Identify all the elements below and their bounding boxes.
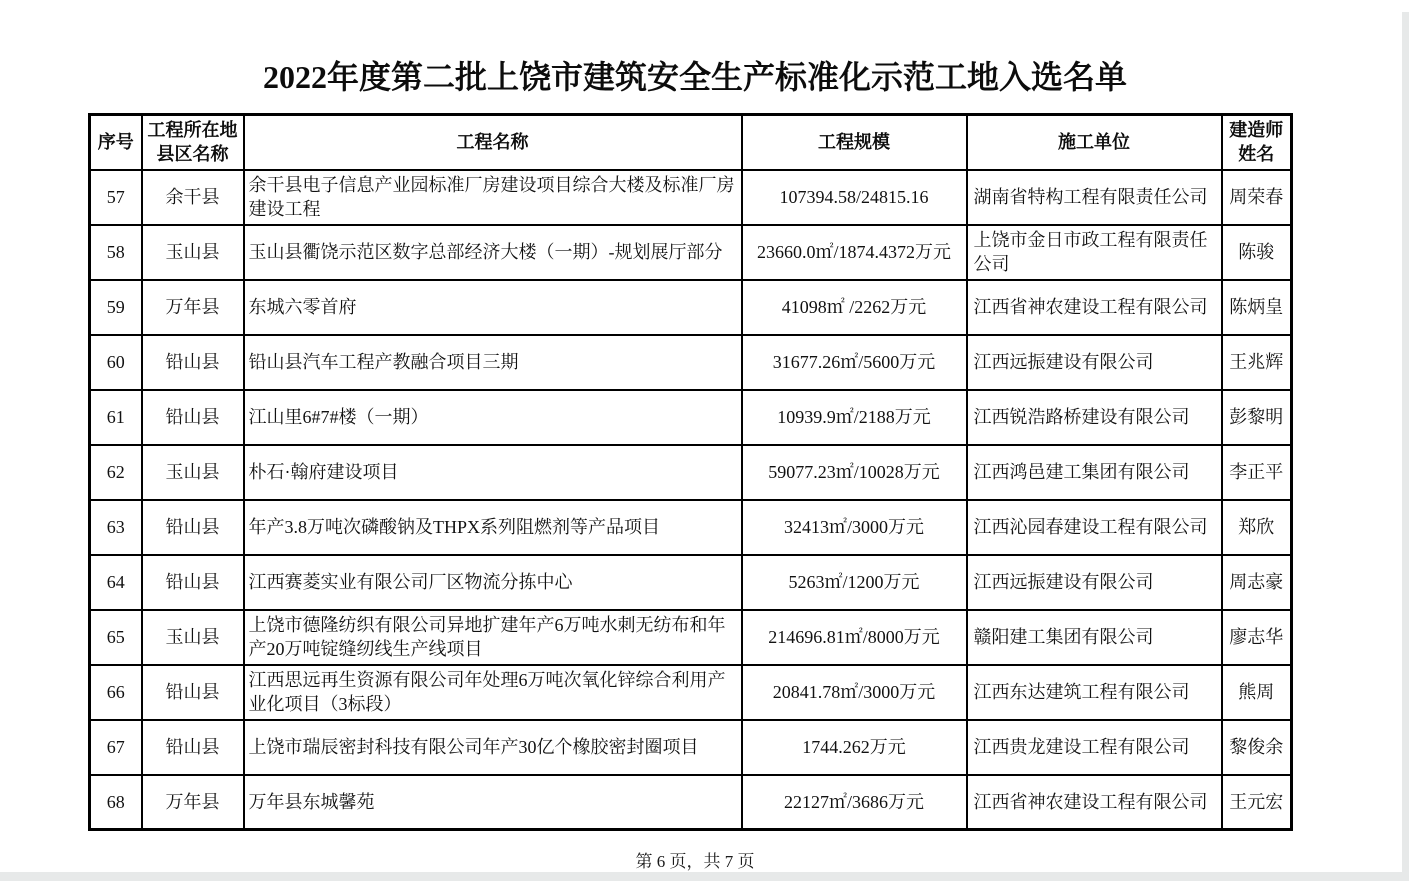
cell-project-name: 上饶市瑞辰密封科技有限公司年产30亿个橡胶密封圈项目 — [244, 720, 742, 775]
cell-county: 玉山县 — [142, 610, 244, 665]
cell-project-name: 朴石·翰府建设项目 — [244, 445, 742, 500]
cell-project-scale: 20841.78㎡/3000万元 — [742, 665, 967, 720]
cell-project-scale: 31677.26㎡/5600万元 — [742, 335, 967, 390]
cell-serial: 66 — [90, 665, 142, 720]
cell-construction-company: 江西鸿邑建工集团有限公司 — [967, 445, 1222, 500]
cell-project-scale: 107394.58/24815.16 — [742, 170, 967, 225]
cell-county: 铅山县 — [142, 720, 244, 775]
header-construction-company: 施工单位 — [967, 115, 1222, 170]
cell-construction-company: 江西省神农建设工程有限公司 — [967, 280, 1222, 335]
cell-builder-name: 廖志华 — [1222, 610, 1292, 665]
page-number: 第 6 页，共 7 页 — [635, 852, 755, 871]
table-row — [90, 335, 1292, 390]
table-header — [90, 115, 1292, 170]
cell-builder-name: 王兆辉 — [1222, 335, 1292, 390]
table-row — [90, 665, 1292, 720]
cell-serial: 64 — [90, 555, 142, 610]
cell-project-name: 万年县东城馨苑 — [244, 775, 742, 830]
cell-project-name: 江西赛菱实业有限公司厂区物流分拣中心 — [244, 555, 742, 610]
cell-serial: 57 — [90, 170, 142, 225]
cell-builder-name: 郑欣 — [1222, 500, 1292, 555]
cell-builder-name: 彭黎明 — [1222, 390, 1292, 445]
cell-project-scale: 5263㎡/1200万元 — [742, 555, 967, 610]
cell-project-name: 江山里6#7#楼（一期） — [244, 390, 742, 445]
cell-project-scale: 23660.0㎡/1874.4372万元 — [742, 225, 967, 280]
viewer-edge-right — [1402, 12, 1409, 881]
cell-serial: 63 — [90, 500, 142, 555]
cell-serial: 60 — [90, 335, 142, 390]
cell-project-scale: 214696.81㎡/8000万元 — [742, 610, 967, 665]
table-row — [90, 610, 1292, 665]
cell-project-name: 东城六零首府 — [244, 280, 742, 335]
cell-project-scale: 41098㎡ /2262万元 — [742, 280, 967, 335]
table-row — [90, 775, 1292, 830]
header-project-scale: 工程规模 — [742, 115, 967, 170]
cell-construction-company: 江西沁园春建设工程有限公司 — [967, 500, 1222, 555]
cell-project-name: 江西思远再生资源有限公司年处理6万吨次氧化锌综合利用产业化项目（3标段） — [244, 665, 742, 720]
table-body — [90, 170, 1292, 830]
table-row — [90, 500, 1292, 555]
cell-project-scale: 59077.23㎡/10028万元 — [742, 445, 967, 500]
cell-builder-name: 黎俊余 — [1222, 720, 1292, 775]
cell-project-scale: 32413㎡/3000万元 — [742, 500, 967, 555]
table-row — [90, 170, 1292, 225]
cell-project-name: 铅山县汽车工程产教融合项目三期 — [244, 335, 742, 390]
header-county: 工程所在地县区名称 — [142, 115, 244, 170]
cell-county: 铅山县 — [142, 555, 244, 610]
projects-table — [88, 113, 1293, 831]
cell-serial: 65 — [90, 610, 142, 665]
viewer-edge-bottom — [0, 872, 1409, 881]
cell-county: 万年县 — [142, 775, 244, 830]
cell-county: 万年县 — [142, 280, 244, 335]
cell-construction-company: 上饶市金日市政工程有限责任公司 — [967, 225, 1222, 280]
cell-construction-company: 赣阳建工集团有限公司 — [967, 610, 1222, 665]
cell-project-scale: 10939.9㎡/2188万元 — [742, 390, 967, 445]
cell-builder-name: 周荣春 — [1222, 170, 1292, 225]
cell-serial: 61 — [90, 390, 142, 445]
cell-project-name: 上饶市德隆纺织有限公司异地扩建年产6万吨水刺无纺布和年产20万吨锭缝纫线生产线项目 — [244, 610, 742, 665]
header-row — [90, 115, 1292, 170]
table-row — [90, 225, 1292, 280]
cell-project-name: 玉山县衢饶示范区数字总部经济大楼（一期）-规划展厅部分 — [244, 225, 742, 280]
table-row — [90, 555, 1292, 610]
cell-serial: 58 — [90, 225, 142, 280]
cell-construction-company: 江西远振建设有限公司 — [967, 335, 1222, 390]
cell-builder-name: 王元宏 — [1222, 775, 1292, 830]
table-row — [90, 720, 1292, 775]
cell-project-name: 余干县电子信息产业园标准厂房建设项目综合大楼及标准厂房建设工程 — [244, 170, 742, 225]
cell-construction-company: 湖南省特构工程有限责任公司 — [967, 170, 1222, 225]
cell-builder-name: 周志豪 — [1222, 555, 1292, 610]
table-row — [90, 390, 1292, 445]
cell-builder-name: 陈骏 — [1222, 225, 1292, 280]
header-builder-name: 建造师姓名 — [1222, 115, 1292, 170]
cell-county: 铅山县 — [142, 665, 244, 720]
cell-construction-company: 江西贵龙建设工程有限公司 — [967, 720, 1222, 775]
cell-county: 铅山县 — [142, 335, 244, 390]
header-serial: 序号 — [90, 115, 142, 170]
cell-builder-name: 熊周 — [1222, 665, 1292, 720]
cell-construction-company: 江西东达建筑工程有限公司 — [967, 665, 1222, 720]
cell-serial: 62 — [90, 445, 142, 500]
cell-county: 余干县 — [142, 170, 244, 225]
cell-construction-company: 江西远振建设有限公司 — [967, 555, 1222, 610]
cell-builder-name: 李正平 — [1222, 445, 1292, 500]
cell-serial: 68 — [90, 775, 142, 830]
cell-county: 玉山县 — [142, 445, 244, 500]
cell-serial: 67 — [90, 720, 142, 775]
cell-project-scale: 22127㎡/3686万元 — [742, 775, 967, 830]
cell-county: 铅山县 — [142, 390, 244, 445]
page-title: 2022年度第二批上饶市建筑安全生产标准化示范工地入选名单 — [262, 59, 1127, 95]
table-row — [90, 280, 1292, 335]
cell-serial: 59 — [90, 280, 142, 335]
cell-county: 玉山县 — [142, 225, 244, 280]
cell-construction-company: 江西省神农建设工程有限公司 — [967, 775, 1222, 830]
cell-county: 铅山县 — [142, 500, 244, 555]
cell-construction-company: 江西锐浩路桥建设有限公司 — [967, 390, 1222, 445]
header-project-name: 工程名称 — [244, 115, 742, 170]
table-row — [90, 445, 1292, 500]
cell-project-scale: 1744.262万元 — [742, 720, 967, 775]
cell-project-name: 年产3.8万吨次磷酸钠及THPX系列阻燃剂等产品项目 — [244, 500, 742, 555]
cell-builder-name: 陈炳皇 — [1222, 280, 1292, 335]
